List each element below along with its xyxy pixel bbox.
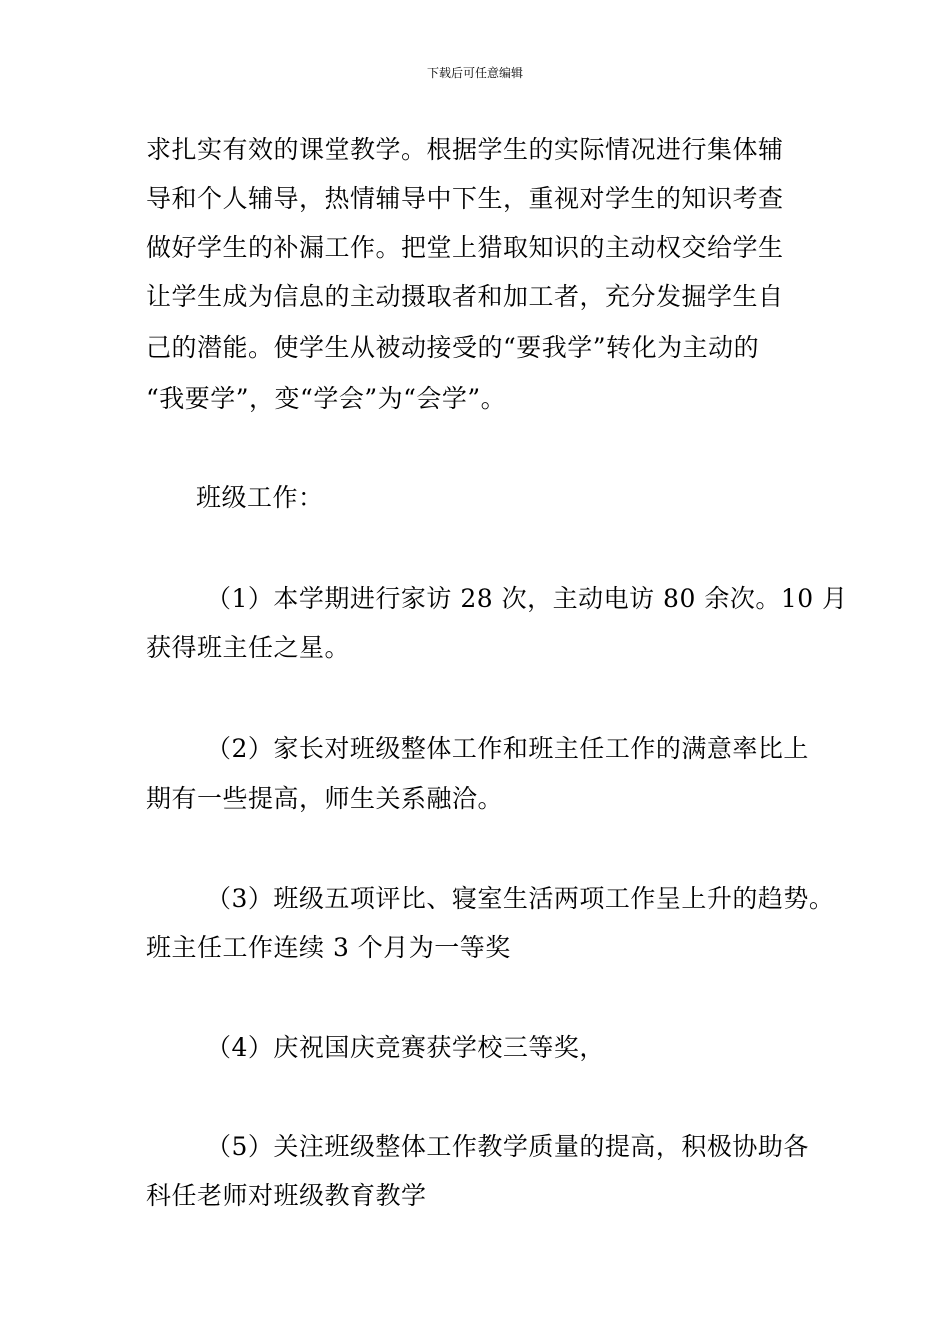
- list-item-line: （2）家长对班级整体工作和班主任工作的满意率比上: [206, 734, 809, 763]
- list-item-line: （4）庆祝国庆竞赛获学校三等奖，: [206, 1033, 605, 1062]
- list-item-line: 科任老师对班级教育教学: [146, 1181, 427, 1210]
- page-header: 下载后可任意编辑: [426, 66, 523, 80]
- list-item-line: 班主任工作连续 3 个月为一等奖: [146, 933, 511, 962]
- paragraph-line: “我要学”，变“学会”为“会学”。: [146, 384, 507, 413]
- list-item-line: （3）班级五项评比、寝室生活两项工作呈上升的趋势。: [206, 884, 835, 913]
- section-title: 班级工作：: [196, 483, 324, 512]
- list-item-line: 期有一些提高，师生关系融洽。: [146, 784, 504, 813]
- list-item-line: （1）本学期进行家访 28 次，主动电访 80 余次。10 月: [206, 584, 848, 613]
- paragraph-line: 己的潜能。使学生从被动接受的“要我学”转化为主动的: [146, 333, 760, 362]
- list-item-line: （5）关注班级整体工作教学质量的提高，积极协助各: [206, 1132, 809, 1161]
- list-item-line: 获得班主任之星。: [146, 633, 351, 662]
- paragraph-line: 做好学生的补漏工作。把堂上猎取知识的主动权交给学生: [146, 233, 784, 262]
- paragraph-line: 导和个人辅导，热情辅导中下生，重视对学生的知识考查: [146, 184, 784, 213]
- paragraph-line: 求扎实有效的课堂教学。根据学生的实际情况进行集体辅: [146, 135, 784, 164]
- paragraph-line: 让学生成为信息的主动摄取者和加工者，充分发掘学生自: [146, 282, 784, 311]
